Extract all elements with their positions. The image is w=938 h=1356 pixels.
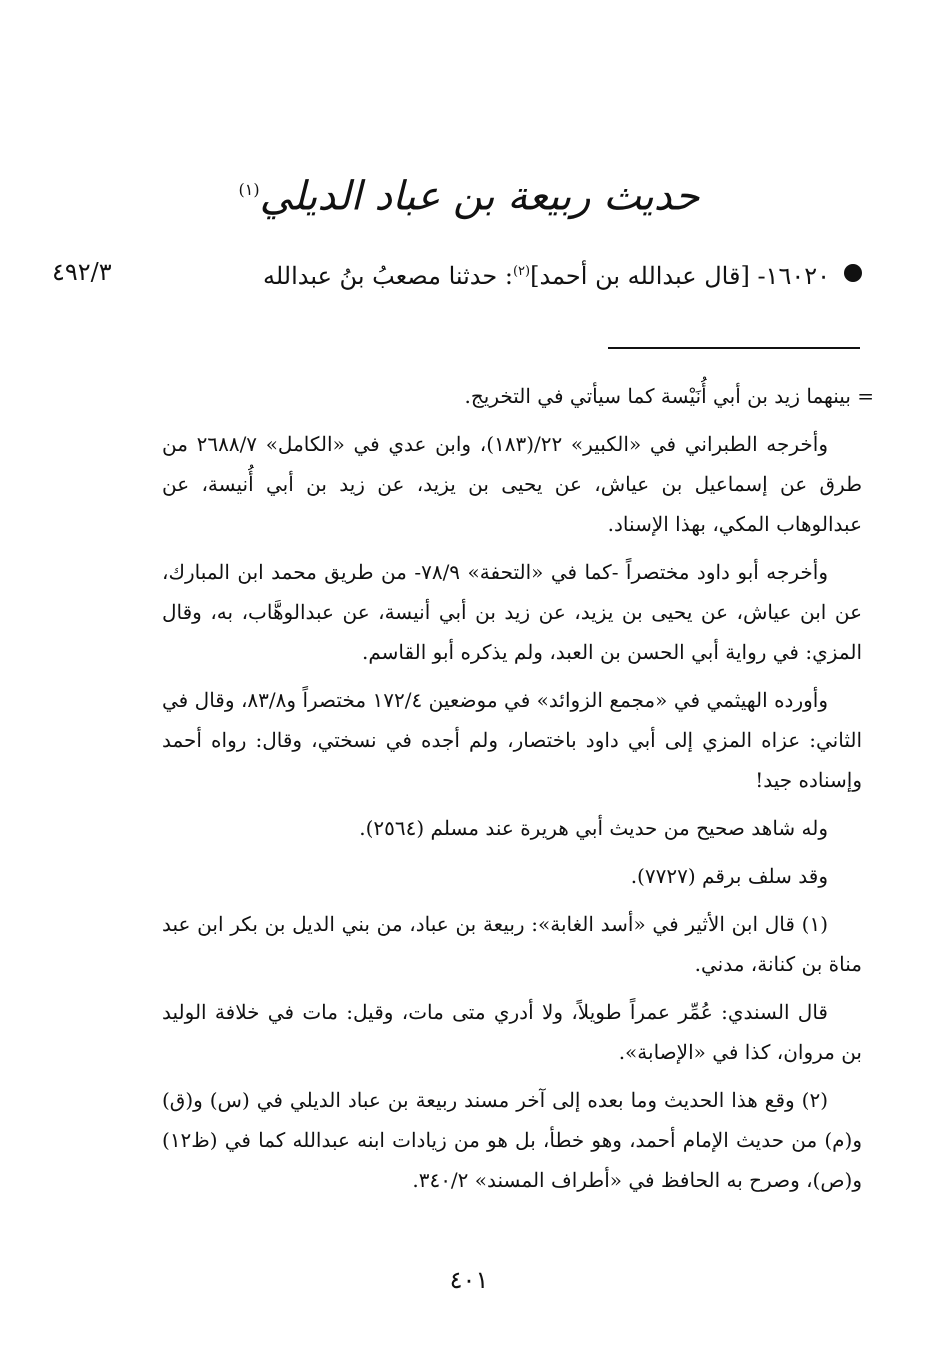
bullet-icon bbox=[844, 264, 862, 282]
hadith-number-and-narrator: ١٦٠٢٠- [قال عبدالله بن أحمد] bbox=[530, 262, 830, 290]
footnotes bbox=[162, 376, 874, 1208]
chapter-title bbox=[0, 160, 938, 226]
footnote-paragraph: = بينهما زيد بن أبي أُنَيْسة كما سيأتي في التخريج. bbox=[464, 384, 874, 408]
footnote-separator bbox=[608, 347, 860, 349]
footnote-paragraph: وله شاهد صحيح من حديث أبي هريرة عند مسلم (٢٥٦٤). bbox=[359, 816, 828, 840]
volume-reference: ٤٩٢/٣ bbox=[52, 258, 112, 286]
chapter-title-text: حديث ربيعة بن عباد الديلي bbox=[259, 173, 700, 220]
footnote-paragraph: (٢) وقع هذا الحديث وما بعده إلى آخر مسند ربيعة بن عباد الديلي في (س) و(ق) و(م) من حديث الإمام أحمد، وهو خطأ، بل هو من زيادات ابنه عبدالله كما في (ظ١٢) و(ص)، وصرح به الحافظ في «أطراف المسند» ٣٤٠/٢. bbox=[162, 1088, 862, 1192]
hadith-line bbox=[52, 252, 862, 292]
page-number: ٤٠١ bbox=[449, 1266, 489, 1294]
hadith-text bbox=[263, 252, 830, 296]
footnote-paragraph: قال السندي: عُمِّر عمراً طويلاً، ولا أدري متى مات، وقيل: مات في خلافة الوليد بن مروان، كذا في «الإصابة». bbox=[162, 1000, 862, 1064]
footnote-paragraph: (١) قال ابن الأثير في «أسد الغابة»: ربيعة بن عباد، من بني الديل بن بكر ابن عبد مناة بن كنانة، مدني. bbox=[162, 912, 862, 976]
hadith-footnote-mark: (٢) bbox=[512, 264, 531, 279]
hadith-chain: : حدثنا مصعبُ بنُ عبدالله bbox=[262, 262, 513, 290]
footnote-paragraph: وقد سلف برقم (٧٧٢٧). bbox=[630, 864, 828, 888]
footnote-paragraph: وأخرجه أبو داود مختصراً -كما في «التحفة» ٧٨/٩- من طريق محمد ابن المبارك، عن ابن عياش، عن يحيى بن يزيد، عن زيد بن أبي أنيسة، عن عبدالوهَّاب، به، وقال المزي: في رواية أبي الحسن بن العبد، ولم يذكره أبو القاسم. bbox=[162, 560, 862, 664]
title-footnote-mark: (١) bbox=[238, 180, 260, 199]
footnote-paragraph: وأخرجه الطبراني في «الكبير» ٢٢/(١٨٣)، وابن عدي في «الكامل» ٢٦٨٨/٧ من طرق عن إسماعيل بن عياش، عن يحيى بن يزيد، عن زيد بن أبي أُنيسة، عن عبدالوهاب المكي، بهذا الإسناد. bbox=[162, 432, 862, 536]
footnote-paragraph: وأورده الهيثمي في «مجمع الزوائد» في موضعين ١٧٢/٤ مختصراً و٨٣/٨، وقال في الثاني: عزاه المزي إلى أبي داود باختصار، ولم أجده في نسختي، وقال: رواه أحمد وإسناده جيد! bbox=[162, 688, 862, 792]
